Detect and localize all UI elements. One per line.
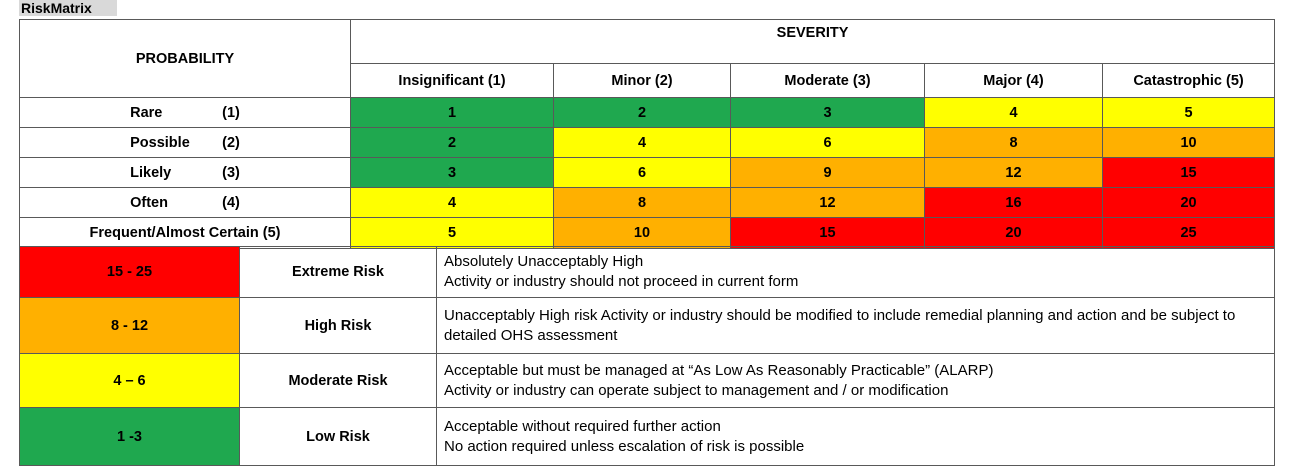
risk-score-cell: 12 (731, 188, 925, 218)
risk-score-cell: 8 (925, 128, 1103, 158)
risk-score-cell: 9 (731, 158, 925, 188)
risk-score-cell: 12 (925, 158, 1103, 188)
probability-number: (1) (222, 104, 240, 121)
risk-range: 8 - 12 (20, 298, 240, 354)
probability-label (20, 158, 351, 188)
legend-row (20, 354, 1275, 408)
risk-description (437, 298, 1275, 354)
risk-score-cell: 15 (1103, 158, 1275, 188)
risk-score-cell: 4 (351, 188, 554, 218)
description-line: Acceptable without required further action (444, 417, 721, 435)
severity-level-1: Insignificant (1) (351, 64, 554, 98)
risk-score-cell: 20 (925, 218, 1103, 249)
description-line: Unacceptably High risk Activity or industry should be modified to include remedial planning and action and be subject to detailed OHS assessment (444, 306, 1236, 344)
risk-score-cell: 10 (554, 218, 731, 249)
matrix-row (20, 158, 1275, 188)
severity-level-5: Catastrophic (5) (1103, 64, 1275, 98)
risk-range: 15 - 25 (20, 247, 240, 298)
probability-number: (3) (222, 164, 240, 181)
risk-score-cell: 8 (554, 188, 731, 218)
probability-header: PROBABILITY (20, 20, 351, 98)
description-line: No action required unless escalation of risk is possible (444, 437, 805, 455)
description-line: Acceptable but must be managed at “As Low As Reasonably Practicable” (ALARP) (444, 361, 994, 379)
risk-range: 1 -3 (20, 408, 240, 466)
legend-row (20, 247, 1275, 298)
risk-description (437, 354, 1275, 408)
risk-score-cell: 10 (1103, 128, 1275, 158)
risk-score-cell: 2 (351, 128, 554, 158)
risk-range: 4 – 6 (20, 354, 240, 408)
probability-label (20, 98, 351, 128)
page-title: RiskMatrix (19, 0, 117, 16)
probability-name: Possible (130, 134, 190, 151)
risk-level-label: Low Risk (240, 408, 437, 466)
risk-score-cell: 16 (925, 188, 1103, 218)
legend-row (20, 408, 1275, 466)
risk-score-cell: 5 (351, 218, 554, 249)
risk-score-cell: 15 (731, 218, 925, 249)
risk-score-cell: 6 (554, 158, 731, 188)
matrix-row (20, 128, 1275, 158)
severity-level-4: Major (4) (925, 64, 1103, 98)
risk-level-label: Moderate Risk (240, 354, 437, 408)
risk-score-cell: 3 (351, 158, 554, 188)
risk-level-label: High Risk (240, 298, 437, 354)
probability-label (20, 128, 351, 158)
risk-score-cell: 6 (731, 128, 925, 158)
probability-number: (4) (222, 194, 240, 211)
risk-score-cell: 1 (351, 98, 554, 128)
probability-label: Frequent/Almost Certain (5) (20, 218, 351, 249)
probability-label (20, 188, 351, 218)
risk-score-cell: 2 (554, 98, 731, 128)
probability-number: (2) (222, 134, 240, 151)
matrix-row (20, 98, 1275, 128)
risk-description (437, 408, 1275, 466)
severity-header: SEVERITY (351, 20, 1275, 64)
risk-score-cell: 25 (1103, 218, 1275, 249)
probability-name: Rare (130, 104, 163, 121)
risk-description (437, 247, 1275, 298)
risk-level-label: Extreme Risk (240, 247, 437, 298)
risk-score-cell: 5 (1103, 98, 1275, 128)
risk-score-cell: 4 (925, 98, 1103, 128)
severity-level-3: Moderate (3) (731, 64, 925, 98)
risk-score-cell: 4 (554, 128, 731, 158)
description-line: Activity or industry can operate subject to management and / or modification (444, 381, 949, 399)
description-line: Activity or industry should not proceed in current form (444, 273, 799, 290)
matrix-row (20, 218, 1275, 249)
probability-name: Likely (130, 164, 172, 181)
legend-row (20, 298, 1275, 354)
severity-level-2: Minor (2) (554, 64, 731, 98)
probability-name: Often (130, 194, 168, 211)
matrix-row (20, 188, 1275, 218)
risk-score-cell: 20 (1103, 188, 1275, 218)
risk-legend-table (19, 246, 1275, 466)
risk-score-cell: 3 (731, 98, 925, 128)
risk-matrix-table (19, 19, 1275, 249)
description-line: Absolutely Unacceptably High (444, 253, 644, 270)
